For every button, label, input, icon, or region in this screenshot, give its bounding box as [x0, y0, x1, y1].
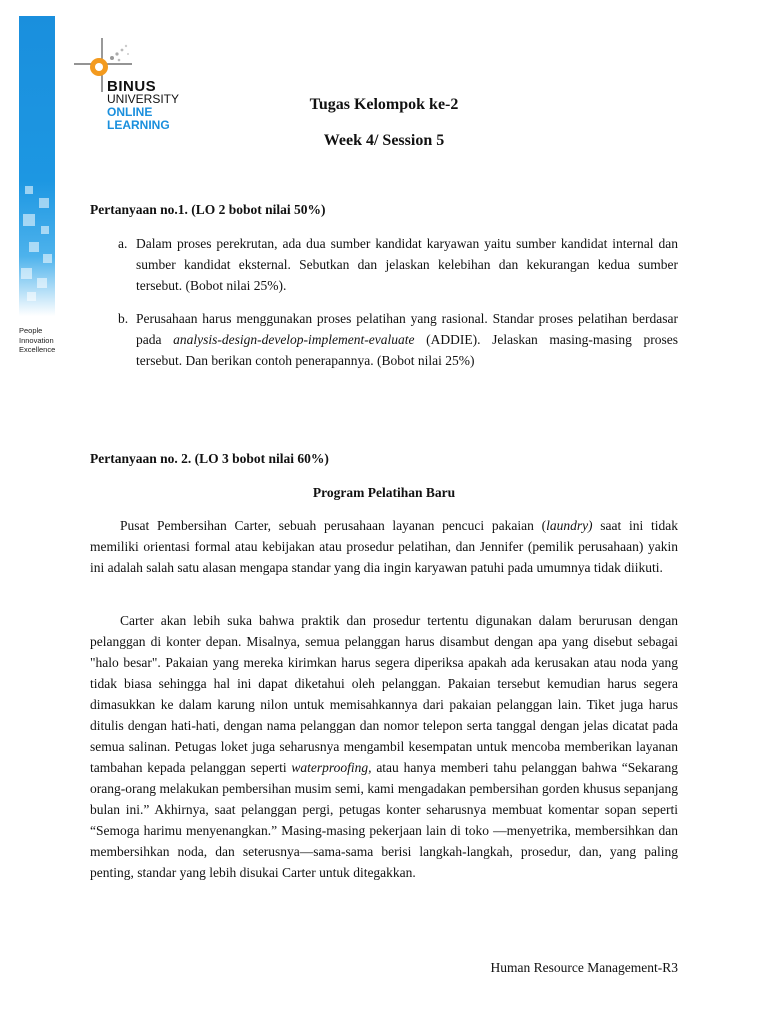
question-2-heading: Pertanyaan no. 2. (LO 3 bobot nilai 60%)	[90, 451, 329, 466]
logo-university: UNIVERSITY	[107, 92, 180, 106]
question-1-heading: Pertanyaan no.1. (LO 2 bobot nilai 50%)	[90, 202, 326, 217]
page-footer: Human Resource Management-R3	[490, 960, 678, 975]
item-text: Dalam proses perekrutan, ada dua sumber kandidat karyawan yaitu sumber kandidat internal dan sumber kandidat eksternal. Sebutkan dan jelaskan kelebihan dan kekurangan kedua sumber tersebut. (Bobot nilai 25%).	[136, 236, 678, 293]
tagline-line: Excellence	[19, 345, 56, 354]
tagline-line: People	[19, 326, 43, 335]
item-text-part: (ADDIE). Jelaskan masing-masing proses tersebut. Dan berikan contoh penerapannya. (Bobot nilai 25%)	[136, 332, 679, 368]
logo-learning: LEARNING	[107, 118, 170, 132]
item-text-part: Perusahaan harus menggunakan proses pelatihan yang rasional. Standar proses pelatihan berdasar pada	[136, 311, 678, 347]
section-subheading: Program Pelatihan Baru	[312, 485, 456, 500]
page-subtitle: Week 4/ Session 5	[323, 132, 445, 149]
tagline-line: Innovation	[19, 335, 54, 345]
paragraph-italic: laundry)	[546, 518, 593, 533]
paragraph-text: Carter akan lebih suka bahwa praktik dan prosedur tertentu digunakan dalam berurusan dengan pelanggan di konter depan. Misalnya, semua pelanggan harus disambut dengan apa yang disebut sebagai "halo besar". Pakaian yang mereka kirimkan harus segera diperiksa apakah ada kerusakan atau noda yang tidak biasa sehingga hal ini dapat diketahui oleh pelanggan. Pakaian tersebut kemudian harus segera dimasukkan ke dalam karung nilon untuk memisahkannya dari pakaian pelanggan lain. Tiket juga harus ditulis dengan hati-hati, dengan nama pelanggan dan nomor telepon serta tanggal dengan jelas dicatat pada semua salinan. Petugas loket juga seharusnya mengambil kesempatan untuk mencoba memberikan layanan tambahan kepada pelanggan seperti	[90, 613, 678, 775]
item-text	[136, 308, 678, 371]
paragraph-italic: waterproofing,	[291, 760, 372, 775]
page-title: Tugas Kelompok ke-2	[309, 96, 459, 113]
brand-side-strip	[19, 16, 55, 316]
question-1-item-a	[118, 233, 678, 296]
logo-online: ONLINE	[107, 105, 153, 119]
brand-tagline	[19, 326, 55, 355]
paragraph-text: atau hanya memberi tahu pelanggan bahwa “Sekarang orang-orang melakukan pembersihan musim semi, kami mengadakan pembersihan gorden khusus sepanjang bulan ini.” Akhirnya, saat pelanggan pergi, petugas konter seharusnya membuat komentar sopan seperti “Semoga harimu menyenangkan.” Masing-masing pekerjaan lain di toko —menyetrika, membersihkan dan membersihkan noda, dan seterusnya—sama-sama berisi langkah-langkah, prosedur, dan, yang paling penting, standar yang lebih disukai Carter untuk ditegakkan.	[90, 760, 678, 880]
question-1-item-b	[118, 308, 678, 371]
paragraph-1	[90, 515, 678, 578]
paragraph-text: Pusat Pembersihan Carter, sebuah perusahaan layanan pencuci pakaian (	[120, 518, 547, 533]
paragraph-2	[90, 610, 678, 883]
paragraph-text: saat ini tidak memiliki orientasi formal atau kebijakan atau prosedur pelatihan, dan Jennifer (pemilik perusahaan) yakin ini adalah salah satu alasan mengapa standar yang dia ingin karyawan patuhi pada umumnya tidak diikuti.	[90, 518, 678, 575]
logo-binus: BINUS	[107, 78, 157, 95]
item-marker: b.	[118, 311, 129, 326]
item-text-italic: analysis-design-develop-implement-evaluate	[173, 332, 415, 347]
item-marker: a.	[118, 236, 128, 251]
